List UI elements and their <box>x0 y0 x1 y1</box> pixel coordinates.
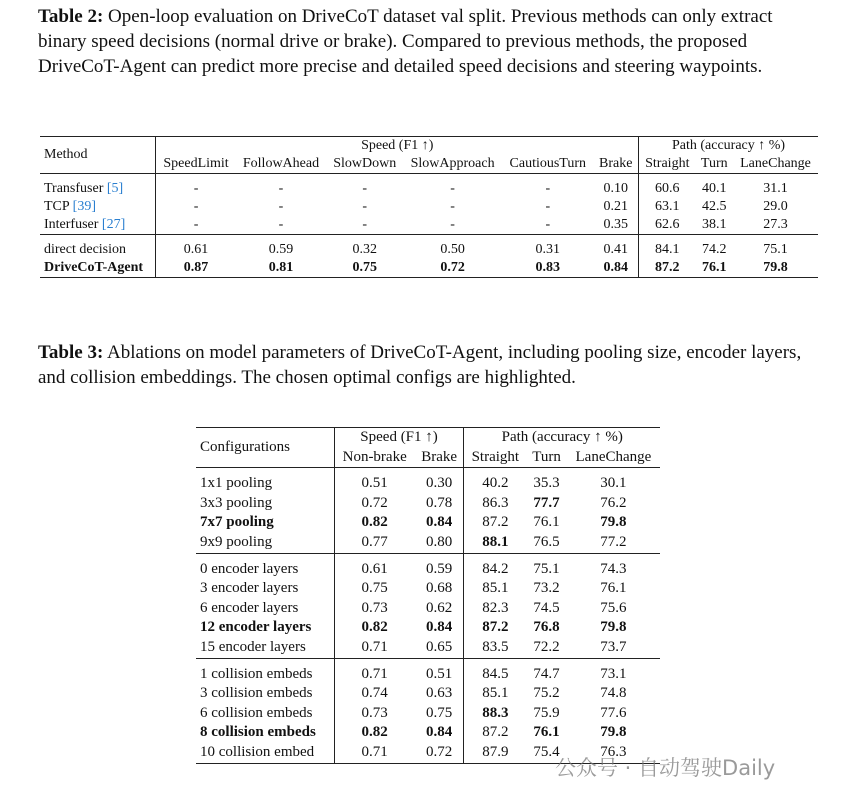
table-cell: 0.73 <box>361 704 388 721</box>
table-cell: 0.75 <box>352 260 377 275</box>
table-row <box>196 638 660 658</box>
table-cell: 0.78 <box>415 494 464 514</box>
table-cell: 31.1 <box>733 174 818 199</box>
table-row <box>40 216 818 235</box>
table-cell: 0.71 <box>334 658 415 684</box>
config-name: 1 collision embeds <box>196 658 334 684</box>
table-row <box>40 259 818 278</box>
table-cell: 0.74 <box>361 685 388 702</box>
table-cell: 86.3 <box>482 494 509 511</box>
column-header: CautiousTurn <box>509 156 587 171</box>
table-cell: 0.31 <box>502 235 593 260</box>
table-row <box>196 723 660 743</box>
table-cell: 0.81 <box>268 260 294 275</box>
table-cell: 77.6 <box>600 704 627 721</box>
path-group-header: Path (accuracy ↑ %) <box>501 429 623 445</box>
table-cell: 0.71 <box>361 638 388 655</box>
table-row <box>196 579 660 599</box>
table-cell: 0.65 <box>415 638 464 658</box>
table-cell: 84.5 <box>464 658 526 684</box>
table-cell: 0.10 <box>593 174 638 199</box>
table-cell: 0.82 <box>361 514 388 531</box>
column-header: SlowDown <box>333 156 397 171</box>
table-cell: - <box>403 174 502 199</box>
table-cell: 75.2 <box>533 685 560 702</box>
table-cell: 79.8 <box>600 724 627 741</box>
config-name: 3 encoder layers <box>196 579 334 599</box>
table-cell: 0.30 <box>415 468 464 494</box>
table-row <box>196 658 660 684</box>
table-cell: - <box>450 199 455 214</box>
table-cell: 74.5 <box>533 599 560 616</box>
table-cell: 73.7 <box>600 638 627 655</box>
table-cell: 38.1 <box>702 217 727 232</box>
table-cell: 0.84 <box>593 259 638 278</box>
table-cell: 0.41 <box>593 235 638 260</box>
table-cell: 75.6 <box>600 599 627 616</box>
table-row <box>40 235 818 260</box>
config-name: 3 collision embeds <box>196 684 334 704</box>
table-cell: 84.2 <box>464 553 526 579</box>
table-cell: 0.21 <box>593 198 638 216</box>
table-cell: 40.1 <box>696 174 733 199</box>
table-cell: 0.83 <box>535 260 561 275</box>
table-cell: 0.72 <box>361 494 388 511</box>
table-cell: 77.7 <box>533 494 560 511</box>
table-cell: 27.3 <box>763 217 788 232</box>
table-cell: 87.2 <box>482 724 509 741</box>
method-name <box>40 259 156 278</box>
column-header: Turn <box>700 156 728 171</box>
table-cell: 0.80 <box>415 533 464 553</box>
table3-caption: Table 3: Ablations on model parameters of DriveCoT-Agent, including pooling size, encoder layers, and collision embeddings. The chosen optimal configs are highlighted. <box>38 342 802 388</box>
table-row <box>196 553 660 579</box>
config-name: 15 encoder layers <box>196 638 334 658</box>
table-cell: 62.6 <box>655 217 680 232</box>
table-cell: 73.1 <box>567 658 660 684</box>
table-cell: 40.2 <box>464 468 526 494</box>
table-cell: 0.77 <box>361 533 388 550</box>
path-group-header: Path (accuracy ↑ %) <box>671 138 786 153</box>
method-name <box>40 216 156 235</box>
table-cell: - <box>278 217 284 232</box>
column-header: Non-brake <box>342 448 407 465</box>
table-cell: 0.75 <box>415 704 464 724</box>
table-cell: 75.4 <box>533 743 560 760</box>
table-cell: 82.3 <box>482 599 509 616</box>
speed-group-header: Speed (F1 ↑) <box>156 137 639 156</box>
table-cell: 75.1 <box>733 235 818 260</box>
table-cell: 0.61 <box>334 553 415 579</box>
table-cell: 0.59 <box>415 553 464 579</box>
table-cell: 0.82 <box>361 724 388 741</box>
table-cell: - <box>545 199 551 214</box>
column-header: Straight <box>471 448 520 465</box>
table-cell: - <box>326 174 403 199</box>
table-cell: 74.2 <box>696 235 733 260</box>
table-cell: 0.61 <box>156 235 236 260</box>
table-cell: 79.8 <box>763 260 788 275</box>
table-cell: 87.2 <box>655 260 680 275</box>
config-name: 9x9 pooling <box>196 533 334 553</box>
table-cell: 88.3 <box>482 704 509 721</box>
citation-link[interactable]: [27] <box>101 217 126 232</box>
table-cell: 42.5 <box>702 199 727 214</box>
config-name: 7x7 pooling <box>196 513 334 533</box>
config-name: 10 collision embed <box>196 743 334 763</box>
column-header: SlowApproach <box>410 156 495 171</box>
table-cell: - <box>193 217 199 232</box>
method-name <box>40 198 156 216</box>
table-cell: 76.2 <box>600 494 627 511</box>
table-cell: 73.2 <box>533 580 560 597</box>
table-row <box>196 599 660 619</box>
config-name: 3x3 pooling <box>196 494 334 514</box>
table-row <box>196 494 660 514</box>
table-cell: 79.8 <box>600 514 627 531</box>
table-row <box>196 684 660 704</box>
table-cell: 76.1 <box>702 260 727 275</box>
table-cell: 60.6 <box>639 174 696 199</box>
table-cell: 72.2 <box>533 638 560 655</box>
table-cell: 0.59 <box>236 235 327 260</box>
config-name: 0 encoder layers <box>196 553 334 579</box>
table-cell: - <box>545 217 551 232</box>
method-label: Interfuser <box>44 217 99 232</box>
config-header: Configurations <box>196 428 334 468</box>
table-cell: 0.32 <box>326 235 403 260</box>
column-header: FollowAhead <box>242 156 320 171</box>
table-row <box>196 618 660 638</box>
table-cell: 79.8 <box>600 619 627 636</box>
table-row <box>40 174 818 199</box>
table-row <box>196 533 660 553</box>
method-label: DriveCoT-Agent <box>44 260 144 275</box>
table-row <box>196 704 660 724</box>
column-header: LaneChange <box>575 448 652 465</box>
table-cell: 0.51 <box>334 468 415 494</box>
table-cell: 29.0 <box>763 199 788 214</box>
table-cell: - <box>193 199 199 214</box>
table-cell: - <box>362 199 368 214</box>
citation-link[interactable]: [5] <box>106 181 124 196</box>
table-cell: 75.9 <box>533 704 560 721</box>
column-header: LaneChange <box>740 156 811 171</box>
table-cell: 0.72 <box>415 743 464 763</box>
table-cell: 30.1 <box>567 468 660 494</box>
table-cell: 76.8 <box>533 619 560 636</box>
table-row <box>40 198 818 216</box>
config-name: 6 encoder layers <box>196 599 334 619</box>
config-name: 8 collision embeds <box>196 723 334 743</box>
table-cell: 85.1 <box>482 685 509 702</box>
table2-caption: Table 2: Open-loop evaluation on DriveCoT dataset val split. Previous methods can only extract binary speed decisions (normal drive or brake). Compared to previous methods, the proposed DriveCoT-Agent can predict more precise and detailed speed decisions and steering waypoints. <box>38 6 773 77</box>
table-cell: 0.75 <box>361 580 388 597</box>
table-cell: 74.7 <box>526 658 567 684</box>
table-cell: 0.84 <box>415 723 464 743</box>
table-cell: 0.84 <box>415 513 464 533</box>
table-cell: 74.8 <box>600 685 627 702</box>
column-header: Brake <box>593 155 638 174</box>
table-cell: 0.50 <box>403 235 502 260</box>
table-cell: 0.51 <box>415 658 464 684</box>
method-header: Method <box>40 137 156 174</box>
table-cell: 83.5 <box>482 638 509 655</box>
table-cell: - <box>362 217 368 232</box>
config-name: 1x1 pooling <box>196 468 334 494</box>
table-cell: 35.3 <box>526 468 567 494</box>
citation-link[interactable]: [39] <box>72 199 96 214</box>
method-name <box>40 235 156 260</box>
method-label: Transfuser <box>44 181 104 196</box>
table-cell: 0.84 <box>415 618 464 638</box>
method-name <box>40 174 156 199</box>
method-label: TCP <box>44 199 70 214</box>
table-cell: 88.1 <box>482 533 509 550</box>
table-cell: 85.1 <box>482 580 509 597</box>
table-cell: 0.68 <box>415 579 464 599</box>
table-row <box>196 513 660 533</box>
table-cell: - <box>236 174 327 199</box>
table-cell: 84.1 <box>639 235 696 260</box>
table3 <box>196 427 660 764</box>
table-cell: 87.2 <box>482 514 509 531</box>
config-name: 12 encoder layers <box>196 618 334 638</box>
table-cell: 76.1 <box>533 724 560 741</box>
table-cell: 0.82 <box>361 619 388 636</box>
table-cell: 0.71 <box>361 743 388 760</box>
table-cell: 75.1 <box>526 553 567 579</box>
table-cell: 76.5 <box>533 533 560 550</box>
table-cell: 87.9 <box>482 743 509 760</box>
column-header: Brake <box>415 448 464 468</box>
table-cell: - <box>502 174 593 199</box>
table-cell: 0.62 <box>415 599 464 619</box>
table2 <box>40 136 818 278</box>
column-header: SpeedLimit <box>163 156 229 171</box>
config-name: 6 collision embeds <box>196 704 334 724</box>
speed-group-header: Speed (F1 ↑) <box>334 428 464 448</box>
table-cell: - <box>278 199 284 214</box>
table-cell: 0.35 <box>593 216 638 235</box>
table-cell: 0.73 <box>361 599 388 616</box>
table-cell: 76.3 <box>600 743 627 760</box>
table-cell: 0.87 <box>183 260 209 275</box>
watermark: 公众号 · 自动驾驶Daily <box>555 756 776 780</box>
column-header: Turn <box>532 448 561 465</box>
table-cell: 0.63 <box>415 684 464 704</box>
table-cell: 87.2 <box>482 619 509 636</box>
table-cell: 77.2 <box>600 533 627 550</box>
table-cell: 76.1 <box>533 514 560 531</box>
column-header: Straight <box>645 156 690 171</box>
table-cell: 76.1 <box>600 580 627 597</box>
table-cell: - <box>156 174 236 199</box>
table-cell: - <box>450 217 455 232</box>
table-cell: 63.1 <box>655 199 680 214</box>
table-row <box>196 468 660 494</box>
table-cell: 74.3 <box>567 553 660 579</box>
method-label: direct decision <box>44 242 127 257</box>
table-cell: 0.72 <box>440 260 465 275</box>
